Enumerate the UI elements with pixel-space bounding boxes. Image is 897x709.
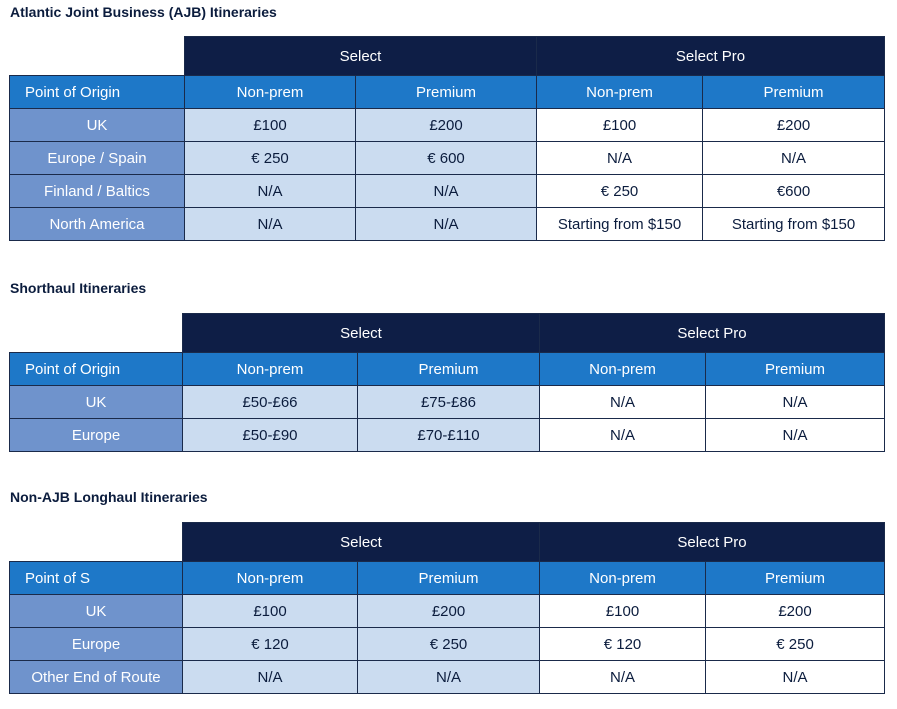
price-cell: £100 [185, 109, 356, 142]
price-cell: N/A [537, 142, 703, 175]
price-cell: N/A [356, 175, 537, 208]
price-cell: N/A [185, 208, 356, 241]
table-row [10, 628, 885, 661]
price-cell: N/A [540, 419, 706, 452]
column-header-selectpro-premium: Premium [706, 562, 885, 595]
column-header-origin: Point of Origin [10, 76, 185, 109]
origin-cell: UK [10, 109, 185, 142]
price-cell: £50-£66 [183, 386, 358, 419]
column-header-select-nonprem: Non-prem [185, 76, 356, 109]
price-cell: £100 [537, 109, 703, 142]
table-row [10, 386, 885, 419]
group-header-row [10, 523, 885, 562]
column-header-selectpro-nonprem: Non-prem [537, 76, 703, 109]
column-header-selectpro-premium: Premium [706, 353, 885, 386]
price-cell: € 250 [358, 628, 540, 661]
price-cell: £200 [358, 595, 540, 628]
price-cell: £100 [183, 595, 358, 628]
price-cell: £200 [703, 109, 885, 142]
column-header-selectpro-nonprem: Non-prem [540, 562, 706, 595]
price-cell: Starting from $150 [537, 208, 703, 241]
table-row [10, 109, 885, 142]
price-cell: N/A [540, 386, 706, 419]
price-cell: £70-£110 [358, 419, 540, 452]
price-cell: £75-£86 [358, 386, 540, 419]
price-cell: N/A [183, 661, 358, 694]
price-cell: € 600 [356, 142, 537, 175]
price-cell: N/A [358, 661, 540, 694]
price-cell: £200 [356, 109, 537, 142]
column-header-row [10, 353, 885, 386]
origin-cell: Finland / Baltics [10, 175, 185, 208]
table-row [10, 142, 885, 175]
origin-cell: Other End of Route [10, 661, 183, 694]
column-header-select-nonprem: Non-prem [183, 353, 358, 386]
origin-cell: UK [10, 386, 183, 419]
price-cell: € 120 [540, 628, 706, 661]
group-header-select-pro: Select Pro [540, 523, 885, 562]
price-cell: N/A [706, 386, 885, 419]
fare-table-longhaul [9, 522, 885, 694]
price-cell: £100 [540, 595, 706, 628]
blank-corner [10, 37, 185, 76]
column-header-select-nonprem: Non-prem [183, 562, 358, 595]
column-header-select-premium: Premium [358, 353, 540, 386]
price-cell: N/A [703, 142, 885, 175]
fare-table-shorthaul [9, 313, 885, 452]
price-cell: N/A [356, 208, 537, 241]
group-header-select-pro: Select Pro [537, 37, 885, 76]
column-header-select-premium: Premium [358, 562, 540, 595]
column-header-selectpro-premium: Premium [703, 76, 885, 109]
column-header-select-premium: Premium [356, 76, 537, 109]
table-row [10, 661, 885, 694]
price-cell: Starting from $150 [703, 208, 885, 241]
price-cell: € 250 [185, 142, 356, 175]
origin-cell: Europe [10, 419, 183, 452]
price-cell: N/A [706, 419, 885, 452]
price-cell: € 250 [706, 628, 885, 661]
group-header-row [10, 314, 885, 353]
column-header-origin: Point of S [10, 562, 183, 595]
origin-cell: North America [10, 208, 185, 241]
group-header-select-pro: Select Pro [540, 314, 885, 353]
table-row [10, 175, 885, 208]
blank-corner [10, 523, 183, 562]
price-cell: €600 [703, 175, 885, 208]
price-cell: £50-£90 [183, 419, 358, 452]
price-cell: N/A [540, 661, 706, 694]
price-cell: € 120 [183, 628, 358, 661]
origin-cell: Europe [10, 628, 183, 661]
price-cell: N/A [706, 661, 885, 694]
fare-table-ajb [9, 36, 885, 241]
price-cell: N/A [185, 175, 356, 208]
price-cell: £200 [706, 595, 885, 628]
price-cell: € 250 [537, 175, 703, 208]
column-header-row [10, 562, 885, 595]
origin-cell: Europe / Spain [10, 142, 185, 175]
origin-cell: UK [10, 595, 183, 628]
section-title-shorthaul: Shorthaul Itineraries [10, 280, 147, 296]
group-header-row [10, 37, 885, 76]
table-row [10, 595, 885, 628]
group-header-select: Select [183, 523, 540, 562]
column-header-selectpro-nonprem: Non-prem [540, 353, 706, 386]
table-row [10, 208, 885, 241]
blank-corner [10, 314, 183, 353]
section-title-ajb: Atlantic Joint Business (AJB) Itineraries [10, 4, 277, 20]
section-title-longhaul: Non-AJB Longhaul Itineraries [10, 489, 208, 505]
table-row [10, 419, 885, 452]
group-header-select: Select [185, 37, 537, 76]
column-header-origin: Point of Origin [10, 353, 183, 386]
group-header-select: Select [183, 314, 540, 353]
column-header-row [10, 76, 885, 109]
